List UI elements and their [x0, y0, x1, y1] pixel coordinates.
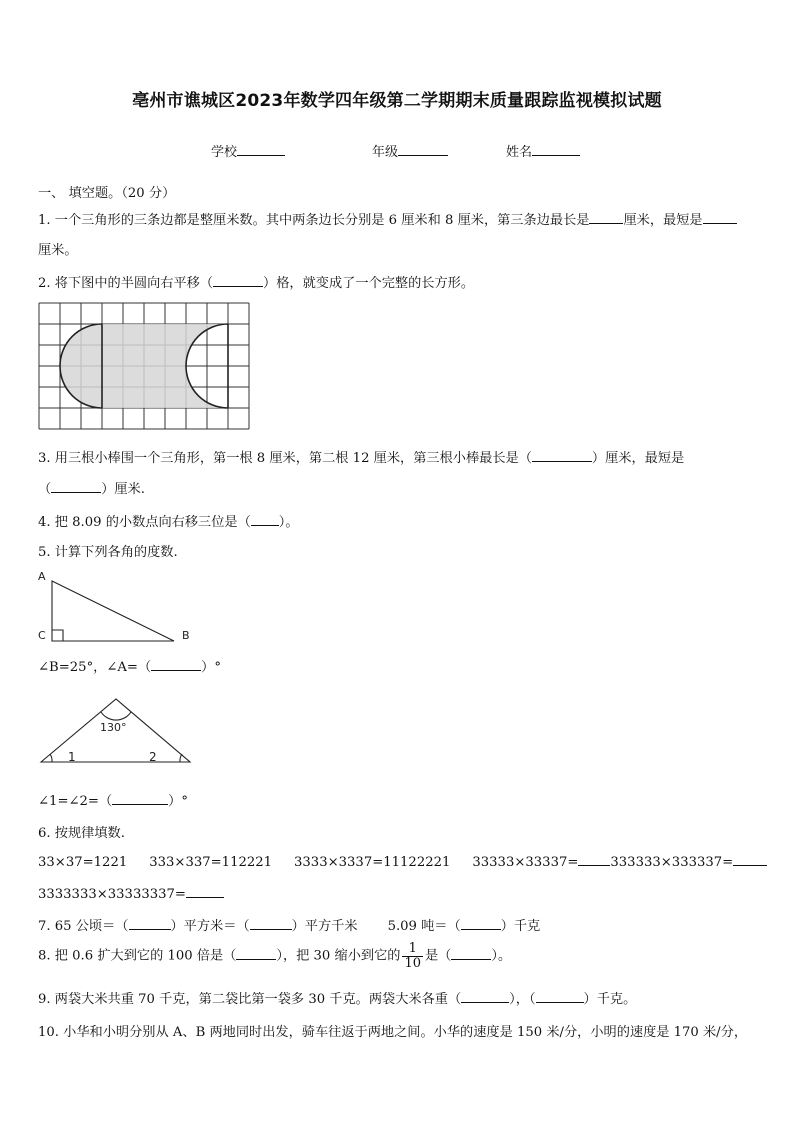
q3-blank-2[interactable]: [51, 480, 101, 493]
question-6: 6. 按规律填数.: [38, 826, 125, 841]
name-field: [506, 141, 580, 160]
school-label: 学校: [211, 145, 238, 160]
vertex-label-a: A: [38, 570, 46, 583]
right-triangle-figure: [36, 568, 196, 644]
obtuse-triangle-figure: [38, 696, 194, 766]
apex-angle-label: 130°: [100, 721, 127, 734]
angle-2-label: 2: [149, 750, 157, 764]
pattern-2: 333×337=112221: [149, 855, 273, 870]
question-6-row-1: [38, 853, 767, 870]
question-9: 9. 两袋大米共重 70 千克，第二袋比第一袋多 30 千克。两袋大米各重（ ），（ ）千克。: [38, 992, 637, 1007]
question-3-cont: （ ）厘米.: [38, 482, 145, 497]
grade-blank[interactable]: [398, 143, 448, 156]
q9-blank-1[interactable]: [461, 990, 509, 1003]
question-2: 2. 将下图中的半圆向右平移（ ）格，就变成了一个完整的长方形。: [38, 276, 475, 291]
pattern-6: 3333333×33333337=: [38, 887, 186, 902]
vertex-label-b: B: [182, 629, 190, 642]
fraction-numerator: 1: [402, 942, 423, 957]
question-10: 10. 小华和小明分别从 A、B 两地同时出发，骑车往返于两地之间。小华的速度是 150 米/分，小明的速度是 170 米/分，: [38, 1025, 748, 1040]
school-field: [211, 141, 285, 160]
name-label: 姓名: [506, 145, 533, 160]
apex-angle-arc: [101, 712, 131, 720]
q7-blank-3[interactable]: [461, 917, 501, 930]
section-heading: 一、 填空题。（20 分）: [38, 186, 176, 201]
fraction: [402, 942, 423, 970]
q8-blank-1[interactable]: [236, 947, 276, 960]
q6-blank-3[interactable]: [186, 885, 224, 898]
question-7: 7. 65 公顷＝（ ）平方米＝（ ）平方千米 5.09 吨＝（ ）千克: [38, 919, 541, 934]
pattern-4: 33333×33337=: [472, 855, 579, 870]
question-5-line-1: ∠B=25°，∠A=（ ）°: [38, 660, 221, 675]
q5-blank-1[interactable]: [151, 658, 201, 671]
q6-blank-1[interactable]: [578, 853, 610, 866]
question-8: 8. 把 0.6 扩大到它的 100 倍是（ ），把 30 缩小到它的 $\frac{1}{10}$ 是（ ）。: [38, 941, 512, 971]
grade-field: [372, 141, 448, 160]
pattern-5: 333333×333337=: [610, 855, 734, 870]
question-6-row-2: [38, 885, 224, 902]
page-title: 亳州市谯城区2023年数学四年级第二学期期末质量跟踪监视模拟试题: [132, 91, 662, 111]
right-angle-mark: [52, 630, 63, 641]
pattern-1: 33×37=1221: [38, 855, 128, 870]
question-3: 3. 用三根小棒围一个三角形，第一根 8 厘米，第二根 12 厘米，第三根小棒最长是（ ）厘米，最短是: [38, 451, 685, 466]
question-5-line-2: ∠1=∠2=（ ）°: [38, 794, 188, 809]
name-blank[interactable]: [532, 143, 580, 156]
q6-blank-2[interactable]: [733, 853, 767, 866]
q8-blank-2[interactable]: [451, 947, 491, 960]
angle-1-label: 1: [68, 750, 76, 764]
q3-blank-1[interactable]: [532, 449, 592, 462]
angle-2-arc: [180, 754, 182, 762]
pattern-3: 3333×3337=11122221: [294, 855, 451, 870]
grade-label: 年级: [372, 145, 399, 160]
grid-figure: [38, 302, 252, 430]
q4-blank[interactable]: [251, 513, 279, 526]
question-4: 4. 把 8.09 的小数点向右移三位是（ ）。: [38, 515, 299, 530]
q5-blank-2[interactable]: [112, 792, 168, 805]
vertex-label-c: C: [38, 629, 46, 642]
question-1: 1. 一个三角形的三条边都是整厘米数。其中两条边长分别是 6 厘米和 8 厘米，第三条边最长是 厘米，最短是: [38, 209, 737, 228]
school-blank[interactable]: [237, 143, 285, 156]
fraction-denominator: 10: [404, 955, 421, 971]
q2-blank[interactable]: [213, 274, 263, 287]
q9-blank-2[interactable]: [536, 990, 584, 1003]
question-1-cont: 厘米。: [38, 243, 78, 258]
q7-blank-2[interactable]: [250, 917, 292, 930]
right-triangle: [52, 581, 174, 641]
q1-blank-1[interactable]: [589, 211, 623, 224]
question-5: 5. 计算下列各角的度数.: [38, 545, 178, 560]
q1-blank-2[interactable]: [703, 211, 737, 224]
q7-blank-1[interactable]: [129, 917, 171, 930]
angle-1-arc: [50, 754, 52, 762]
